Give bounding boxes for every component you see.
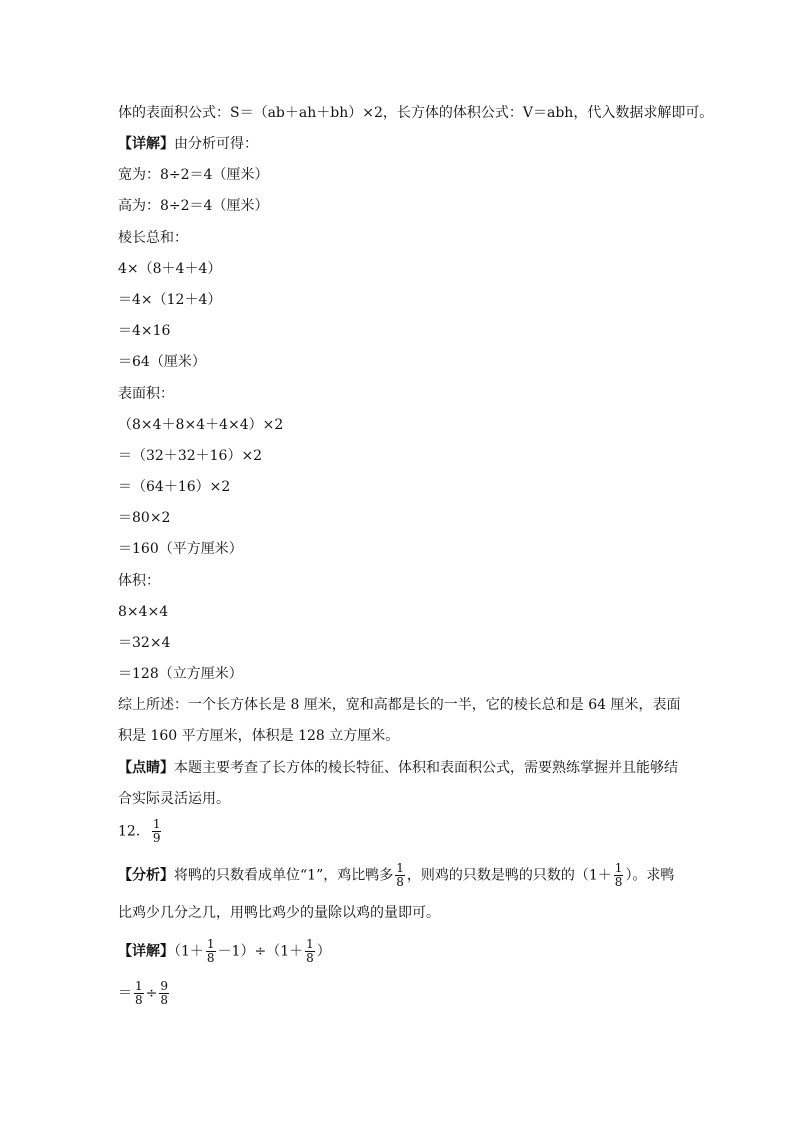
line-6: ＝4×（12＋4） <box>118 292 222 308</box>
line-22: 合实际灵活运用。 <box>118 791 230 807</box>
line-7: ＝4×16 <box>118 323 171 339</box>
fraction-1-8: $\frac{1}{8}$ <box>135 979 143 1007</box>
fraction-1-8: $\frac{1}{8}$ <box>206 937 215 965</box>
q12-number: 12． <box>118 823 150 840</box>
line-14: ＝160（平方厘米） <box>118 541 243 557</box>
line-15: 体积： <box>118 573 160 589</box>
line-0: 体的表面积公式：S＝（ab＋ah＋bh）×2，长方体的体积公式：V＝abh，代入数据求解即可。 <box>118 105 714 121</box>
fraction-1-8: $\frac{1}{8}$ <box>306 937 314 965</box>
line-19: 综上所述：一个长方体长是 8 厘米，宽和高都是长的一半，它的棱长总和是 64 厘米，表面 <box>118 697 681 713</box>
line-10: （8×4＋8×4＋4×4）×2 <box>118 417 284 433</box>
q12-answer-line <box>118 818 163 845</box>
q12-last-line: ＝ $\frac{1}{8}$ ÷ $\frac{9}{8}$ <box>118 979 169 1007</box>
line-3: 高为：8÷2＝4（厘米） <box>118 198 269 214</box>
q12-analysis-line: 【分析】将鸭的只数看成单位“1”，鸡比鸭多 $\frac{1}{8}$ ，则鸡的只数是鸭的只数的（1＋ $\frac{1}{8}$ ）。求鸭 <box>118 861 675 889</box>
line-16: 8×4×4 <box>118 604 169 620</box>
q12-analysis-line-2: 比鸡少几分之几，用鸭比鸡少的量除以鸡的量即可。 <box>118 905 440 921</box>
fraction-9-8: $\frac{9}{8}$ <box>160 979 169 1007</box>
line-20: 积是 160 平方厘米，体积是 128 立方厘米。 <box>118 728 400 744</box>
q12-answer-fraction: $\frac{1}{9}$ <box>152 817 161 845</box>
detail-tag: 【详解】 <box>118 943 174 960</box>
line-9: 表面积： <box>118 386 174 402</box>
detail-text: 由分析可得： <box>174 136 258 152</box>
line-17: ＝32×4 <box>118 635 171 651</box>
line-18: ＝128（立方厘米） <box>118 666 243 682</box>
line-2: 宽为：8÷2＝4（厘米） <box>118 167 269 183</box>
q12-detail-line: 【详解】（1＋ $\frac{1}{8}$ －1）÷（1＋ $\frac{1}{8}$ ） <box>118 937 331 965</box>
line-8: ＝64（厘米） <box>118 354 206 370</box>
line-5: 4×（8＋4＋4） <box>118 261 222 277</box>
line-4: 棱长总和： <box>118 230 188 246</box>
fraction-1-8: $\frac{1}{8}$ <box>396 861 404 889</box>
dianjing-tag: 【点睛】 <box>118 760 174 776</box>
line-12: ＝（64＋16）×2 <box>118 479 231 495</box>
fraction-1-8: $\frac{1}{8}$ <box>614 861 623 889</box>
line-21 <box>118 759 678 777</box>
line-11: ＝（32＋32＋16）×2 <box>118 448 263 464</box>
detail-tag: 【详解】 <box>118 136 174 152</box>
line-1 <box>118 135 258 153</box>
dianjing-text: 本题主要考查了长方体的棱长特征、体积和表面积公式，需要熟练掌握并且能够结 <box>174 760 678 776</box>
analysis-tag: 【分析】 <box>118 867 174 884</box>
line-13: ＝80×2 <box>118 510 171 526</box>
